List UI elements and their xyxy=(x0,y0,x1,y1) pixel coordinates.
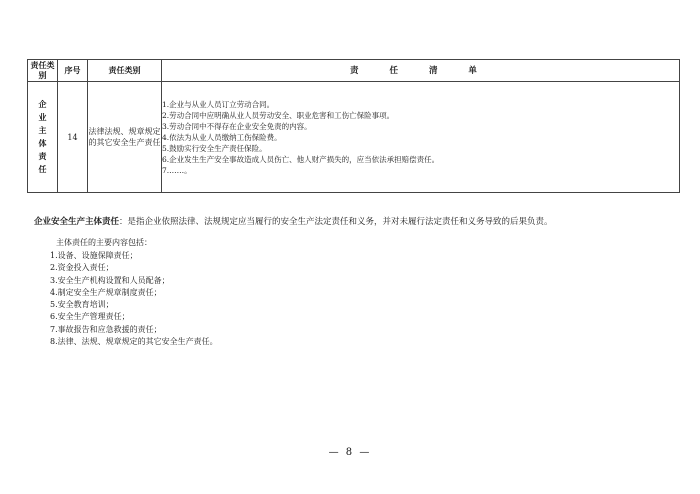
list-item: 3.安全生产机构设置和人员配备； xyxy=(50,275,170,285)
row-number: 14 xyxy=(58,82,88,193)
main-content-list xyxy=(50,250,218,348)
definition-term: 企业安全生产主体责任 xyxy=(34,217,120,227)
list-item: 7.事故报告和应急救援的责任； xyxy=(50,324,162,334)
header-type: 责任类别 xyxy=(88,60,162,82)
header-number: 序号 xyxy=(58,60,88,82)
row-category: 企 业 主 体 责 任 xyxy=(38,100,47,174)
table-header-row xyxy=(28,60,680,82)
table-row xyxy=(28,82,680,193)
list-item: 8.法律、法规、规章规定的其它安全生产责任。 xyxy=(50,337,218,347)
list-item: 4.依法为从业人员缴纳工伤保险费。 xyxy=(162,132,282,142)
list-item: 2.资金投入责任； xyxy=(50,263,114,273)
list-item: 6.企业发生生产安全事故造成人员伤亡、他人财产损失的，应当依法承担赔偿责任。 xyxy=(162,154,440,164)
header-responsibility-list: 责 任 清 单 xyxy=(162,60,680,82)
list-item: 1.设备、设施保障责任； xyxy=(50,251,138,260)
definition-text: ：是指企业依照法律、法规规定应当履行的安全生产法定责任和义务，并对未履行法定责任和义务导致的后果负责。 xyxy=(119,217,553,227)
definition-paragraph xyxy=(34,216,674,228)
list-item: 2.劳动合同中应明确从业人员劳动安全、职业危害和工伤亡保险事项。 xyxy=(162,110,395,120)
responsibility-table xyxy=(27,59,680,193)
row-type: 法律法规、规章规定的其它安全生产责任 xyxy=(88,82,162,193)
page-number: — 8 — xyxy=(328,447,372,458)
list-item: 4.制定安全生产规章制度责任； xyxy=(50,287,162,297)
list-item: 6.安全生产管理责任； xyxy=(50,312,130,322)
list-item: 1.企业与从业人员订立劳动合同。 xyxy=(162,99,275,109)
row-items-cell xyxy=(162,82,680,193)
list-item: 5.鼓励实行安全生产责任保险。 xyxy=(162,143,267,153)
list-item: 3.劳动合同中不得存在企业安全免责的内容。 xyxy=(162,121,312,131)
main-content-intro: 主体责任的主要内容包括： xyxy=(56,238,152,247)
row-category-cell xyxy=(28,82,58,193)
header-category: 责任类别 xyxy=(28,60,58,82)
list-item: 5.安全教育培训； xyxy=(50,300,114,310)
list-item: 7.……。 xyxy=(162,165,192,175)
